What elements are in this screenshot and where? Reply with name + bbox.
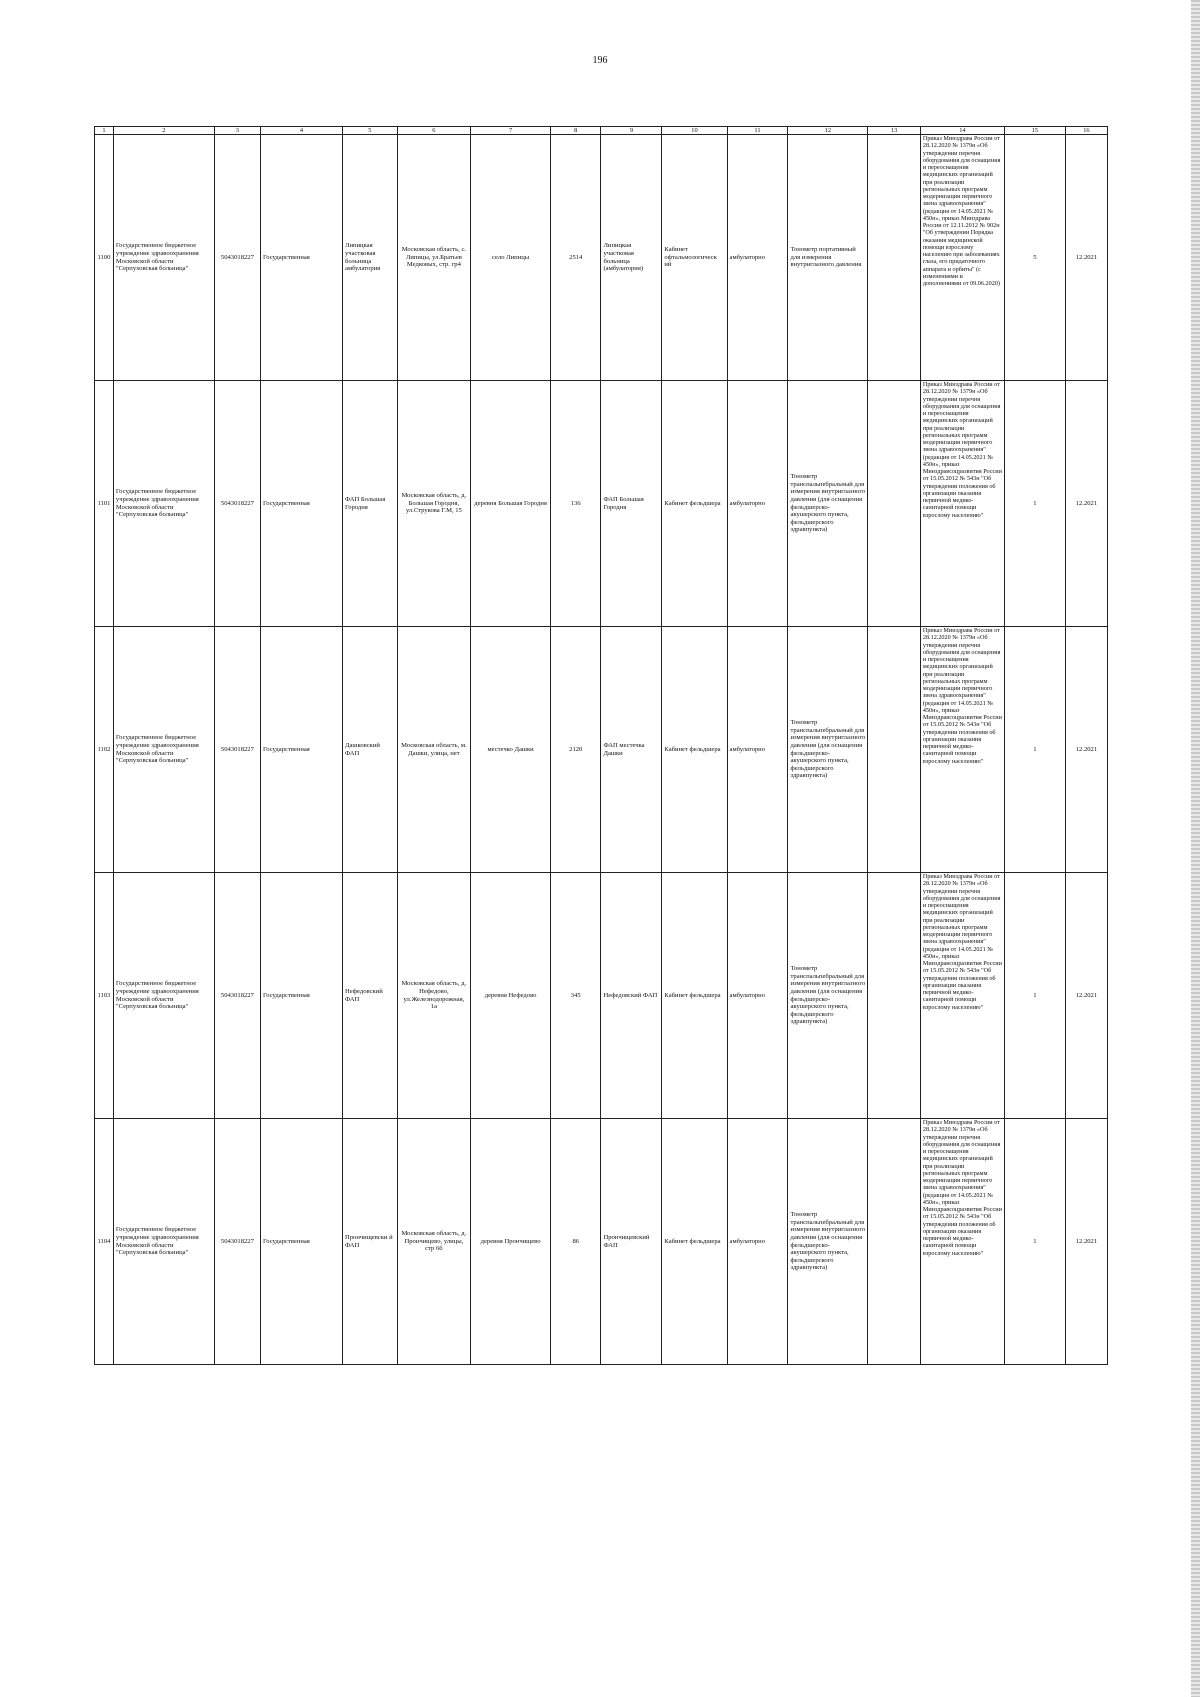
column-13-cell [868,135,921,381]
column-number: 13 [868,127,921,135]
settlement-name: село Липицы [471,135,551,381]
column-number: 4 [261,127,343,135]
population-count: 86 [551,1119,601,1365]
column-number: 12 [788,127,868,135]
column-number: 7 [471,127,551,135]
row-number: 1101 [95,381,114,627]
delivery-date: 12.2021 [1065,627,1107,873]
inn-code: 5043018227 [214,1119,260,1365]
legal-basis: Приказ Минздрава России от 28.12.2020 № 1379н «Об утверждении перечня оборудования для оснащения и переоснащения медицинских организаций при реализации региональных программ модернизации первичного звена здравоохранения"(редакция от 14.05.2021 № 450н», приказ Минздрава России от 12.11.2012 № 902н "Об утверждении Порядка оказания медицинской помощи взрослому населению при заболеваниях глаза, его придаточного аппарата и орбиты" (с изменениями и дополнениями от 09.06.2020) [920,135,1004,381]
equipment-quantity: 1 [1004,873,1065,1119]
organization-name: Государственное бюджетное учреждение здравоохранения Московской области "Серпуховская больница" [113,627,214,873]
care-type: амбулаторно [727,873,788,1119]
cabinet-name: Кабинет фельдшера [662,873,727,1119]
ownership-form: Государственная [261,381,343,627]
row-number: 1102 [95,627,114,873]
equipment-name: Тонометр портативный для измерения внутриглазного давления [788,135,868,381]
organization-name: Государственное бюджетное учреждение здравоохранения Московской области "Серпуховская больница" [113,381,214,627]
population-count: 2120 [551,627,601,873]
equipment-name: Тонометр транспальпебральный для измерения внутриглазного давления (для оснащения фельдшерско-акушерского пункта, фельдшерского здравпункта) [788,1119,868,1365]
organization-name: Государственное бюджетное учреждение здравоохранения Московской области "Серпуховская больница" [113,135,214,381]
cabinet-name: Кабинет фельдшера [662,381,727,627]
cabinet-name: Кабинет фельдшера [662,1119,727,1365]
column-number: 1 [95,127,114,135]
care-type: амбулаторно [727,381,788,627]
column-number: 6 [397,127,471,135]
cabinet-name: Кабинет фельдшера [662,627,727,873]
facility-address: Московская область, д. Большая Городня, ул.Струкова Г.М, 15 [397,381,471,627]
table-row [95,1119,1108,1365]
row-number: 1104 [95,1119,114,1365]
care-type: амбулаторно [727,1119,788,1365]
equipment-quantity: 1 [1004,381,1065,627]
legal-basis: Приказ Минздрава России от 28.12.2020 № 1379н «Об утверждении перечня оборудования для оснащения и переоснащения медицинских организаций при реализации региональных программ модернизации первичного звена здравоохранения"(редакция от 14.05.2021 № 450н», приказ Минздравсоцразвития России от 15.05.2012 № 543н "Об утверждении положения об организации оказания первичной медико-санитарной помощи взрослому населению" [920,381,1004,627]
table-row [95,627,1108,873]
delivery-date: 12.2021 [1065,381,1107,627]
equipment-table [94,126,1108,1365]
cabinet-name: Кабинет офтальмологическ ий [662,135,727,381]
facility-name: Нефедовский ФАП [342,873,397,1119]
equipment-quantity: 1 [1004,1119,1065,1365]
legal-basis: Приказ Минздрава России от 28.12.2020 № 1379н «Об утверждении перечня оборудования для оснащения и переоснащения медицинских организаций при реализации региональных программ модернизации первичного звена здравоохранения"(редакция от 14.05.2021 № 450н», приказ Минздравсоцразвития России от 15.05.2012 № 543н "Об утверждении положения об организации оказания первичной медико-санитарной помощи взрослому населению" [920,627,1004,873]
equipment-name: Тонометр транспальпебральный для измерения внутриглазного давления (для оснащения фельдшерско-акушерского пункта, фельдшерского здравпункта) [788,381,868,627]
page-number: 196 [592,55,608,66]
ownership-form: Государственная [261,627,343,873]
department-name: ФАП Большая Городня [601,381,662,627]
legal-basis: Приказ Минздрава России от 28.12.2020 № 1379н «Об утверждении перечня оборудования для оснащения и переоснащения медицинских организаций при реализации региональных программ модернизации первичного звена здравоохранения"(редакция от 14.05.2021 № 450н», приказ Минздравсоцразвития России от 15.05.2012 № 543н "Об утверждении положения об организации оказания первичной медико-санитарной помощи взрослому населению" [920,1119,1004,1365]
care-type: амбулаторно [727,135,788,381]
facility-address: Московская область, м. Дашки, улица, нет [397,627,471,873]
facility-address: Московская область, д. Прончищево, улицы, стр 6б [397,1119,471,1365]
settlement-name: деревня Прончищево [471,1119,551,1365]
facility-name: Дашковский ФАП [342,627,397,873]
table-row [95,381,1108,627]
population-count: 345 [551,873,601,1119]
organization-name: Государственное бюджетное учреждение здравоохранения Московской области "Серпуховская больница" [113,1119,214,1365]
inn-code: 5043018227 [214,873,260,1119]
column-number: 2 [113,127,214,135]
equipment-quantity: 1 [1004,627,1065,873]
facility-name: ФАП Большая Городня [342,381,397,627]
department-name: Нефедовский ФАП [601,873,662,1119]
department-name: Прончищевский ФАП [601,1119,662,1365]
organization-name: Государственное бюджетное учреждение здравоохранения Московской области "Серпуховская больница" [113,873,214,1119]
column-number: 11 [727,127,788,135]
ownership-form: Государственная [261,1119,343,1365]
ownership-form: Государственная [261,135,343,381]
equipment-quantity: 5 [1004,135,1065,381]
row-number: 1100 [95,135,114,381]
care-type: амбулаторно [727,627,788,873]
column-number: 15 [1004,127,1065,135]
settlement-name: деревня Большая Городня [471,381,551,627]
settlement-name: деревня Нефедово [471,873,551,1119]
facility-name: Липицкая участковая больница амбулатория [342,135,397,381]
equipment-name: Тонометр транспальпебральный для измерения внутриглазного давления (для оснащения фельдшерско-акушерского пункта, фельдшерского здравпункта) [788,627,868,873]
settlement-name: местечко Дашки [471,627,551,873]
table-row [95,873,1108,1119]
department-name: ФАП местечка Дашки [601,627,662,873]
facility-address: Московская область, д. Нефедово, ул.Железнодорожная, 1а [397,873,471,1119]
column-number: 14 [920,127,1004,135]
inn-code: 5043018227 [214,627,260,873]
department-name: Липицкая участковая больница (амбулатория) [601,135,662,381]
inn-code: 5043018227 [214,135,260,381]
column-number-row [95,127,1108,135]
facility-name: Прончищевски й ФАП [342,1119,397,1365]
table-row [95,135,1108,381]
delivery-date: 12.2021 [1065,1119,1107,1365]
column-13-cell [868,381,921,627]
ownership-form: Государственная [261,873,343,1119]
column-number: 8 [551,127,601,135]
inn-code: 5043018227 [214,381,260,627]
equipment-name: Тонометр транспальпебральный для измерения внутриглазного давления (для оснащения фельдшерско-акушерского пункта, фельдшерского здравпункта) [788,873,868,1119]
column-13-cell [868,873,921,1119]
column-number: 3 [214,127,260,135]
column-number: 5 [342,127,397,135]
column-13-cell [868,627,921,873]
scan-edge [1191,0,1200,1697]
column-number: 16 [1065,127,1107,135]
population-count: 136 [551,381,601,627]
column-number: 9 [601,127,662,135]
row-number: 1103 [95,873,114,1119]
legal-basis: Приказ Минздрава России от 28.12.2020 № 1379н «Об утверждении перечня оборудования для оснащения и переоснащения медицинских организаций при реализации региональных программ модернизации первичного звена здравоохранения"(редакция от 14.05.2021 № 450н», приказ Минздравсоцразвития России от 15.05.2012 № 543н "Об утверждении положения об организации оказания первичной медико-санитарной помощи взрослому населению" [920,873,1004,1119]
column-number: 10 [662,127,727,135]
facility-address: Московская область, с. Липицы, ул.Братьев Медковых, стр. гр4 [397,135,471,381]
population-count: 2514 [551,135,601,381]
column-13-cell [868,1119,921,1365]
delivery-date: 12.2021 [1065,873,1107,1119]
delivery-date: 12.2021 [1065,135,1107,381]
